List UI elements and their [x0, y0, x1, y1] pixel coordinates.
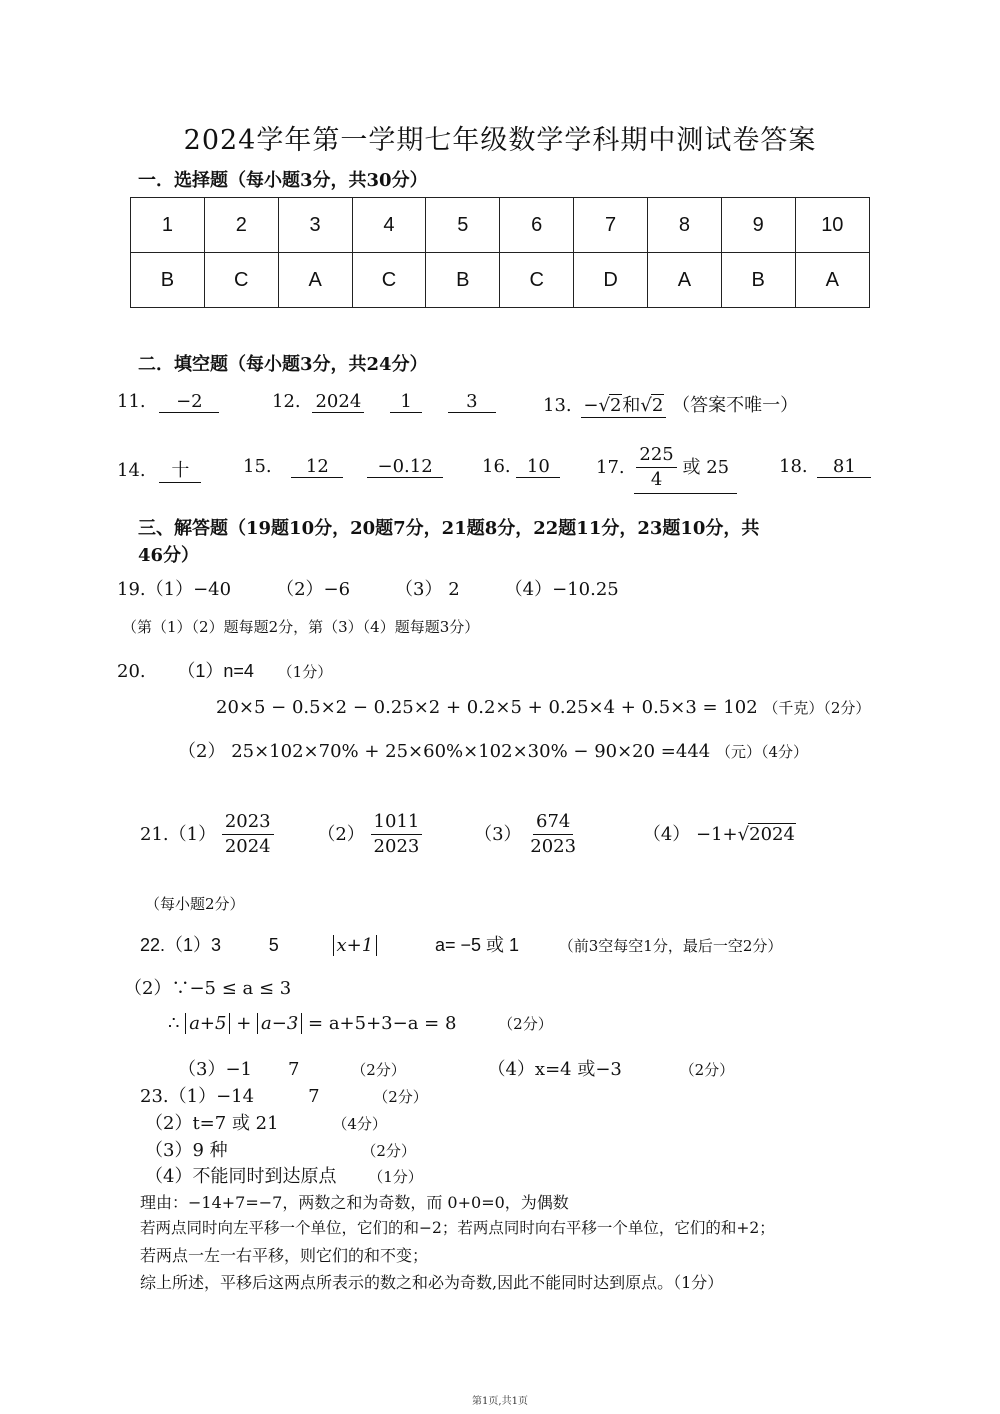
q11-label: 11.: [117, 391, 146, 412]
table-row-numbers: [131, 198, 870, 253]
q22-part2b: [168, 1013, 553, 1034]
q13-sqrt-1: 2: [609, 395, 622, 416]
q20-eq1-expr: 20×5 − 0.5×2 − 0.25×2 + 0.2×5 + 0.25×4 + 0.5×3 = 102: [216, 697, 758, 718]
q13-and: 和: [622, 395, 641, 416]
q22-abs-2: a−3: [257, 1013, 302, 1034]
q23-reason-4: 综上所述，平移后这两点所表示的数之和必为奇数,因此不能同时达到原点。（1分）: [140, 1273, 724, 1292]
table-cell: A: [647, 253, 721, 308]
q21-part2: （2）: [317, 823, 365, 845]
q11: [117, 391, 219, 413]
q17-fraction: [636, 443, 676, 493]
table-cell: 1: [131, 198, 205, 253]
choice-answer-table: [130, 197, 870, 308]
q11-answer: −2: [159, 391, 219, 413]
q13-sqrt-2: 2: [651, 395, 664, 416]
q17: [596, 443, 737, 494]
q22-note: （前3空每空1分，最后一空2分）: [558, 937, 783, 955]
q14-label: 14.: [117, 460, 146, 481]
section-2-heading: 二．填空题（每小题3分，共24分）: [138, 354, 428, 375]
table-cell: 7: [574, 198, 648, 253]
q21-f2-denominator: 2023: [373, 836, 420, 858]
q21-f1-denominator: 2024: [224, 836, 271, 858]
q14-answer: 十: [159, 456, 201, 483]
table-cell: A: [278, 253, 352, 308]
section-1-heading: 一．选择题（每小题3分，共30分）: [138, 170, 428, 191]
q21-part3: （3）: [474, 823, 522, 845]
q15: [243, 456, 443, 478]
q21-fraction-2: [371, 810, 423, 860]
q23-line4: [145, 1162, 423, 1188]
q23-reason-1: 理由：−14+7=−7，两数之和为奇数，而 0+0=0，为偶数: [140, 1193, 569, 1212]
q17-label: 17.: [596, 456, 625, 478]
q20-part2: （2）: [178, 741, 226, 762]
q21-part4: （4）: [642, 823, 691, 845]
q22-part2: （2）∵−5 ≤ a ≤ 3: [124, 978, 292, 999]
q21-f3-denominator: 2023: [530, 836, 577, 858]
q12-label: 12.: [272, 391, 301, 412]
table-cell: D: [574, 253, 648, 308]
q22-line1: [140, 931, 782, 957]
q16: [482, 456, 560, 478]
q22-plus: +: [236, 1013, 252, 1034]
table-cell: C: [352, 253, 426, 308]
q22-line3: [178, 1055, 734, 1081]
q20-part1: （1）n=4: [177, 661, 254, 681]
q17-rest: 或 25: [682, 456, 730, 478]
q20-eq1-unit: （千克）（2分）: [763, 699, 871, 717]
q20-eq2-unit: （元）（4分）: [715, 743, 809, 761]
q22-part2b-score: （2分）: [498, 1015, 553, 1033]
q22-part1: 22.（1）3: [140, 935, 222, 955]
q17-numerator: 225: [636, 443, 676, 468]
table-row-answers: [131, 253, 870, 308]
table-cell: C: [500, 253, 574, 308]
section-3-heading-line2: 46分）: [138, 545, 200, 566]
q23-reason-2: 若两点同时向左平移一个单位，它们的和−2；若两点同时向右平移一个单位，它们的和+2；: [140, 1219, 775, 1237]
q20-label: 20.: [117, 661, 146, 682]
q20-line1: [117, 657, 332, 683]
q23-part3: （3）9 种: [145, 1140, 228, 1161]
q21-fraction-3: [527, 810, 579, 860]
q23-part2-score: （4分）: [332, 1115, 387, 1133]
q13: [543, 391, 798, 418]
q23-line2: [145, 1109, 387, 1135]
q17-denominator: 4: [650, 469, 663, 491]
q23-line1: [140, 1082, 428, 1108]
q22-part4-score: （2分）: [679, 1061, 735, 1079]
q12-answer-3: 3: [448, 391, 496, 413]
q22-abs-expr: x+1: [333, 935, 378, 956]
q19-note: （第（1）（2）题每题2分，第（3）（4）题每题3分）: [122, 618, 480, 636]
q18: [779, 456, 871, 478]
q22-part4: （4）x=4 或−3: [487, 1059, 622, 1080]
q21-label: 21.（1）: [140, 823, 217, 845]
q15-answer-1: 12: [291, 456, 343, 478]
q15-label: 15.: [243, 456, 272, 477]
q12-answer-2: 1: [390, 391, 422, 413]
q18-label: 18.: [779, 456, 808, 477]
page-title: 2024学年第一学期七年级数学学科期中测试卷答案: [183, 125, 817, 156]
q17-answer: [634, 443, 737, 494]
q22-part3-score: （2分）: [351, 1061, 406, 1079]
q13-label: 13.: [543, 395, 572, 416]
q22-part2b-rest: = a+5+3−a = 8: [308, 1013, 457, 1034]
q22-part3: （3）−1 7: [178, 1059, 300, 1080]
table-cell: B: [721, 253, 795, 308]
q21-expr: −1+: [696, 823, 738, 845]
table-cell: A: [795, 253, 869, 308]
q12-answer-1: 2024: [312, 391, 364, 413]
q12: [272, 391, 496, 413]
q23-part1: 23.（1）−14 7: [140, 1086, 320, 1107]
q16-label: 16.: [482, 456, 511, 477]
q20-eq1: [216, 697, 870, 718]
q23-part1-score: （2分）: [373, 1088, 428, 1106]
q21-note: （每小题2分）: [145, 895, 245, 913]
q22-abs-1: a+5: [185, 1013, 230, 1034]
q15-answer-2: −0.12: [367, 456, 443, 478]
q22-value-2: 5: [268, 935, 279, 955]
q21-f1-numerator: 2023: [222, 810, 274, 835]
q23-reason-3: 若两点一左一右平移，则它们的和不变；: [140, 1246, 429, 1265]
section-3-heading-line1: 三、解答题（19题10分，20题7分，21题8分，22题11分，23题10分，共: [138, 518, 760, 539]
page-footer: 第1页,共1页: [472, 1396, 528, 1407]
table-cell: 9: [721, 198, 795, 253]
q23-part2: （2）t=7 或 21: [145, 1113, 279, 1134]
table-cell: 3: [278, 198, 352, 253]
q21-f3-numerator: 674: [533, 810, 573, 835]
q19-answers: 19.（1）−40 （2）−6 （3） 2 （4）−10.25: [117, 579, 619, 600]
table-cell: 6: [500, 198, 574, 253]
q22-therefore: ∴: [168, 1013, 180, 1034]
q13-note: （答案不唯一）: [672, 395, 799, 416]
q20-eq2-expr: 25×102×70% + 25×60%×102×30% − 90×20 =444: [231, 741, 711, 762]
q13-minus: −: [583, 395, 599, 416]
table-cell: B: [131, 253, 205, 308]
q21-radicand: 2024: [749, 823, 795, 845]
q16-answer: 10: [516, 456, 560, 478]
q21-f2-numerator: 1011: [371, 810, 423, 835]
q21-fraction-1: [222, 810, 274, 860]
q18-answer: 81: [817, 456, 871, 478]
q22-value-4: a= −5 或 1: [434, 935, 520, 955]
table-cell: C: [204, 253, 278, 308]
q21: 21.（1） $\frac{2023}{2024}$ （2） $\frac{1011}{2023}$ （3） $\frac{674}{2023}$ （4） −1+√2024: [140, 810, 796, 860]
q23-part3-score: （2分）: [361, 1142, 416, 1160]
table-cell: 5: [426, 198, 500, 253]
table-cell: 4: [352, 198, 426, 253]
table-cell: 10: [795, 198, 869, 253]
q13-answer: −√2和√2: [581, 391, 666, 418]
table-cell: B: [426, 253, 500, 308]
q23-line3: [145, 1136, 416, 1162]
table-cell: 2: [204, 198, 278, 253]
q20-eq2: [178, 737, 808, 763]
q20-part1-score: （1分）: [277, 663, 333, 681]
table-cell: 8: [647, 198, 721, 253]
q14: [117, 456, 201, 483]
q23-part4: （4）不能同时到达原点: [145, 1166, 337, 1187]
q23-part4-score: （1分）: [368, 1168, 423, 1186]
